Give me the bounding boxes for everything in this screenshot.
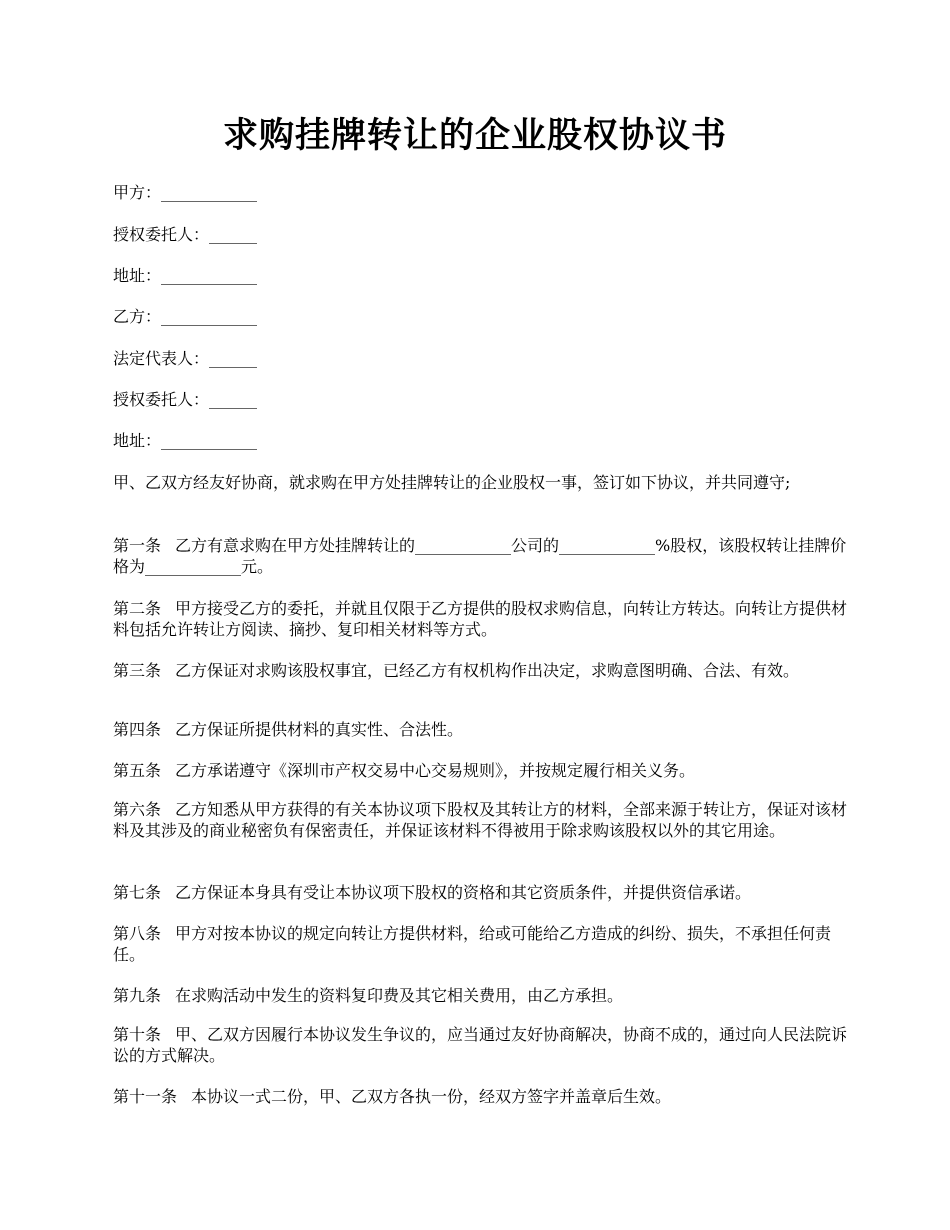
article-3 bbox=[113, 660, 853, 681]
party-a-field: 甲方：____________ bbox=[113, 183, 258, 202]
article-text: 乙方保证本身具有受让本协议项下股权的资格和其它资质条件，并提供资信承诺。 bbox=[175, 883, 752, 902]
article-text: 乙方承诺遵守《深圳市产权交易中心交易规则》，并按规定履行相关义务。 bbox=[175, 761, 696, 780]
party-a-authorized-agent-field: 授权委托人：______ bbox=[113, 225, 258, 244]
article-6 bbox=[113, 799, 853, 841]
article-number: 第七条 bbox=[113, 883, 162, 902]
article-number: 第二条 bbox=[113, 599, 162, 618]
article-10 bbox=[113, 1024, 853, 1066]
article-4 bbox=[113, 719, 853, 740]
article-number: 第十条 bbox=[113, 1025, 162, 1044]
article-11 bbox=[113, 1086, 853, 1107]
article-text: 在求购活动中发生的资料复印费及其它相关费用，由乙方承担。 bbox=[175, 986, 624, 1005]
article-number: 第六条 bbox=[113, 800, 162, 819]
article-text: 甲方对按本协议的规定向转让方提供材料，给或可能给乙方造成的纠纷、损失，不承担任何责任。 bbox=[113, 924, 832, 964]
article-text: 本协议一式二份，甲、乙双方各执一份，经双方签字并盖章后生效。 bbox=[191, 1087, 672, 1106]
party-b-address-field: 地址：____________ bbox=[113, 431, 258, 450]
article-2 bbox=[113, 598, 853, 640]
article-number: 第一条 bbox=[113, 536, 162, 555]
article-9 bbox=[113, 985, 853, 1006]
article-text: 乙方有意求购在甲方处挂牌转让的____________公司的____________%股权，该股权转让挂牌价格为____________元。 bbox=[113, 536, 847, 576]
article-1 bbox=[113, 535, 853, 577]
article-number: 第十一条 bbox=[113, 1087, 178, 1106]
article-number: 第九条 bbox=[113, 986, 162, 1005]
article-text: 甲、乙双方因履行本协议发生争议的，应当通过友好协商解决，协商不成的，通过向人民法院诉讼的方式解决。 bbox=[113, 1025, 848, 1065]
article-number: 第三条 bbox=[113, 661, 162, 680]
party-b-field: 乙方：____________ bbox=[113, 307, 258, 326]
article-number: 第四条 bbox=[113, 720, 162, 739]
article-number: 第八条 bbox=[113, 924, 162, 943]
party-b-authorized-agent-field: 授权委托人：______ bbox=[113, 390, 258, 409]
article-text: 乙方知悉从甲方获得的有关本协议项下股权及其转让方的材料，全部来源于转让方，保证对该材料及其涉及的商业秘密负有保密责任，并保证该材料不得被用于除求购该股权以外的其它用途。 bbox=[113, 800, 848, 840]
preamble-paragraph: 甲、乙双方经友好协商，就求购在甲方处挂牌转让的企业股权一事，签订如下协议，并共同遵守; bbox=[113, 473, 791, 492]
party-a-address-field: 地址：____________ bbox=[113, 266, 258, 285]
document-title: 求购挂牌转让的企业股权协议书 bbox=[222, 116, 727, 156]
article-text: 甲方接受乙方的委托，并就且仅限于乙方提供的股权求购信息，向转让方转达。向转让方提供材料包括允许转让方阅读、摘抄、复印相关材料等方式。 bbox=[113, 599, 848, 639]
article-text: 乙方保证对求购该股权事宜，已经乙方有权机构作出决定，求购意图明确、合法、有效。 bbox=[175, 661, 800, 680]
article-number: 第五条 bbox=[113, 761, 162, 780]
party-b-legal-rep-field: 法定代表人：______ bbox=[113, 349, 258, 368]
article-5 bbox=[113, 760, 853, 781]
article-7 bbox=[113, 882, 853, 903]
article-text: 乙方保证所提供材料的真实性、合法性。 bbox=[175, 720, 464, 739]
article-8 bbox=[113, 923, 853, 965]
